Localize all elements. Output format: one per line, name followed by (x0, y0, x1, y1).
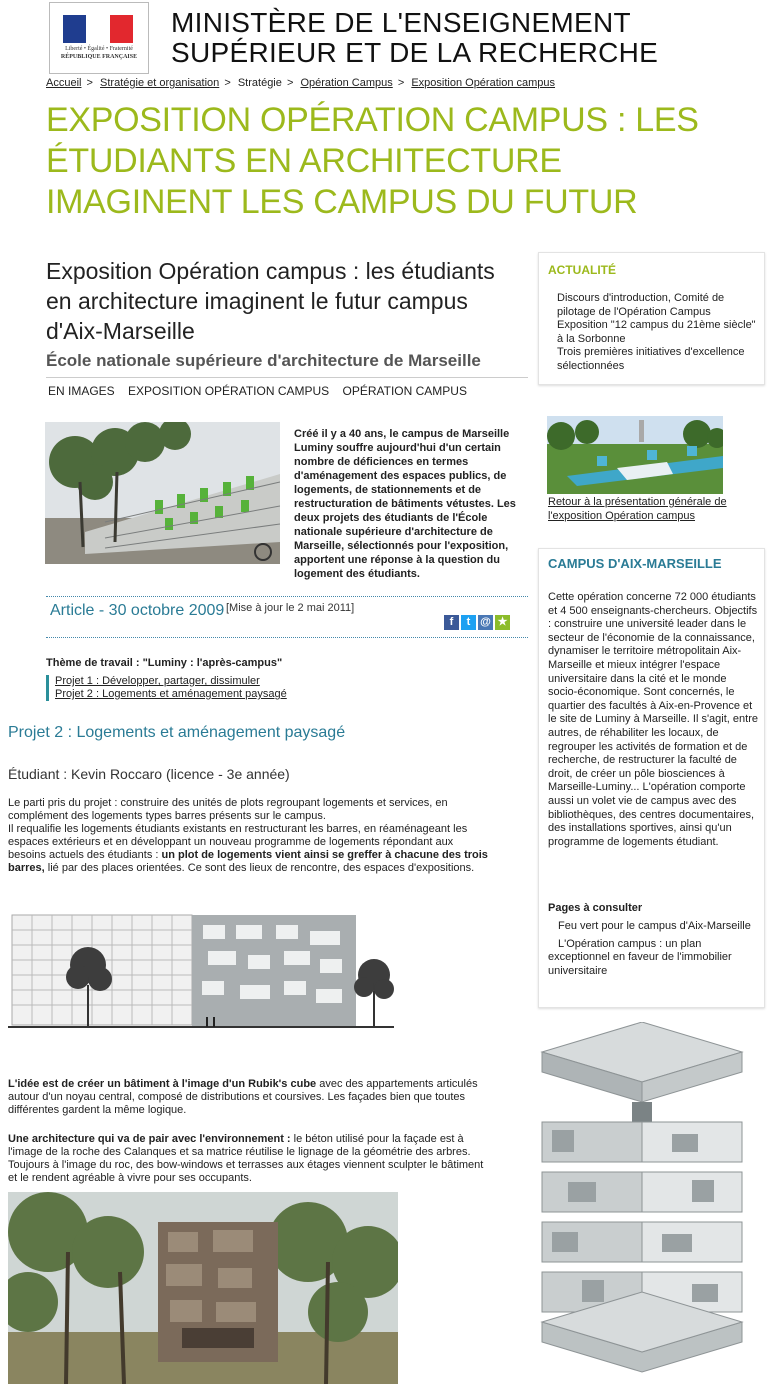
article-title: Exposition Opération campus : les étudiants en architecture imaginent le futur campus d'Aix-Marseille (46, 258, 495, 344)
para3-bold: Une architecture qui va de pair avec l'environnement : (8, 1133, 291, 1145)
project-1-link[interactable]: Projet 1 : Développer, partager, dissimuler (55, 675, 260, 687)
breadcrumb-operation-campus[interactable]: Opération Campus (300, 77, 393, 89)
tag-en-images[interactable]: EN IMAGES (48, 384, 115, 398)
exposition-photo[interactable] (547, 416, 723, 494)
news-item[interactable]: Exposition "12 campus du 21ème siècle" à la Sorbonne (557, 319, 756, 345)
project-2-heading: Projet 2 : Logements et aménagement paysagé (8, 724, 346, 741)
environment-paragraph (8, 1133, 492, 1185)
divider (46, 377, 528, 378)
breadcrumb-strategy-org[interactable]: Stratégie et organisation (100, 77, 220, 89)
breadcrumb (46, 77, 555, 89)
breadcrumb-separator: > (86, 77, 93, 89)
twitter-icon[interactable]: t (461, 615, 476, 630)
breadcrumb-separator: > (397, 77, 405, 89)
tag-operation-campus[interactable]: OPÉRATION CAMPUS (342, 384, 467, 398)
breadcrumb-exposition[interactable]: Exposition Opération campus (411, 77, 556, 89)
luminy-campus-photo (45, 422, 280, 564)
news-list (557, 292, 757, 373)
project-links (46, 675, 287, 701)
related-pages-list (548, 920, 753, 982)
share-toolbar (444, 615, 510, 630)
para1-b-wrapper (8, 823, 492, 875)
flag-icon (63, 15, 133, 43)
facebook-icon[interactable]: f (444, 615, 459, 630)
para1-bold: un plot de logements vient ainsi se greffer à chacune des trois barres, (8, 849, 488, 874)
ministry-name (171, 8, 658, 68)
email-icon[interactable]: @ (478, 615, 493, 630)
article-date: Article - 30 octobre 2009 (50, 602, 225, 619)
para3-text: le béton utilisé pour la façade est à l'image de la roche des Calanques et sa matrice réutilise le lignage de la géométrie des arbres. Toujours à l'image du roc, des bow-windows et terrasses aux étages viennent sculpter le bâtiment et le rendent agréable à vivre pour ses occupants. (8, 1133, 484, 1184)
building-in-forest-render (8, 1192, 398, 1384)
back-link-text[interactable]: Retour à la présentation générale de l'exposition Opération campus (548, 496, 727, 522)
rubiks-cube-paragraph (8, 1078, 492, 1117)
ministry-line-2: SUPÉRIEUR ET DE LA RECHERCHE (171, 37, 659, 68)
work-theme: Thème de travail : "Luminy : l'après-campus" (46, 657, 283, 669)
news-heading: ACTUALITÉ (548, 263, 616, 277)
breadcrumb-separator: > (286, 77, 294, 89)
article-intro: Créé il y a 40 ans, le campus de Marseille Luminy souffre aujourd'hui d'un certain nombre de déficiences en termes d'aménagement des espaces publics, de logements, de stationnements et de restructuration de bâtiments vétustes. Les deux projets des étudiants de l'École nationale supérieure d'architecture de Marseille, sélectionnés pour l'exposition, apportent une réponse à la question du logement des étudiants. (294, 428, 516, 580)
news-item[interactable]: Discours d'introduction, Comité de pilotage de l'Opération Campus (557, 292, 725, 318)
ministry-line-1: MINISTÈRE DE L'ENSEIGNEMENT (171, 7, 631, 38)
news-item[interactable]: Trois premières initiatives d'excellence sélectionnées (557, 346, 745, 372)
page-title: EXPOSITION OPÉRATION CAMPUS : LES ÉTUDIANTS EN ARCHITECTURE IMAGINENT LES CAMPUS DU FUTUR (46, 101, 699, 221)
breadcrumb-separator: > (224, 77, 231, 89)
rubiks-cube-building-axonometric (522, 1022, 762, 1388)
tag-exposition[interactable]: EXPOSITION OPÉRATION CAMPUS (128, 384, 330, 398)
para1-c: lié par des places orientées. Ce sont des lieux de rencontre, des espaces d'expositions. (44, 862, 475, 874)
project-description (8, 797, 492, 875)
logo-republic: RÉPUBLIQUE FRANÇAISE (60, 54, 138, 60)
para1-b: Il requalifie les logements étudiants existants en restructurant les barres, en réaménageant les espaces extérieurs et en développant un nouveau programme de logements répondant aux besoins actuels des étudiants : (8, 823, 468, 861)
student-name: Étudiant : Kevin Roccaro (licence - 3e année) (8, 766, 290, 782)
para2-text: avec des appartements articulés autour d'un noyau central, composé de distributions et coursives. Les façades bien que toutes différentes gardent la même logique. (8, 1078, 478, 1116)
republique-francaise-logo[interactable] (49, 2, 149, 74)
related-pages-heading: Pages à consulter (548, 902, 643, 914)
article-subtitle: École nationale supérieure d'architecture de Marseille (46, 351, 481, 370)
para1-a: Le parti pris du projet : construire des unités de plots regroupant logements et services, en complément des logements types barres présents sur le campus. (8, 797, 448, 822)
para2-bold: L'idée est de créer un bâtiment à l'image d'un Rubik's cube (8, 1078, 317, 1090)
related-page-link[interactable]: L'Opération campus : un plan exceptionnel en faveur de l'immobilier universitaire (548, 937, 732, 977)
project-2-link[interactable]: Projet 2 : Logements et aménagement paysagé (55, 688, 287, 700)
breadcrumb-strategy: Stratégie (237, 77, 282, 89)
logo-text (54, 45, 144, 61)
campus-description: Cette opération concerne 72 000 étudiants et 4 500 enseignants-chercheurs. Objectifs : construire une université leader dans le secteur de l'économie de la connaissance, dynamiser le territoire métropolitain Aix-Marseille et mieux intégrer l'espace universitaire dans la cité et le monde socio-économique. Sont concernés, le quartier des facultés à Aix-en-Provence et le site de Luminy à Marseille. Il s'agit, entre autres, de réhabiliter les locaux, de regrouper les activités de formation et de recherche, de restructurer la faculté de droit, de créer un pôle biosciences à Marseille-Luminy... L'opération comporte aussi un volet vie de campus avec des bibliothèques, des centres documentaires, des installations sportives, ainsi qu'un programme de logements étudiant. (548, 591, 758, 848)
facade-elevation-drawing (8, 905, 394, 1036)
breadcrumb-home[interactable]: Accueil (46, 77, 82, 89)
article-update-date: [Mise à jour le 2 mai 2011] (226, 602, 355, 614)
back-to-exposition-link[interactable] (548, 495, 748, 523)
favorite-icon[interactable]: ★ (495, 615, 510, 630)
tag-list (48, 384, 477, 398)
campus-heading: CAMPUS D'AIX-MARSEILLE (548, 556, 722, 571)
logo-motto: Liberté • Égalité • Fraternité (65, 46, 133, 52)
related-page-link[interactable]: Feu vert pour le campus d'Aix-Marseille (558, 920, 751, 932)
